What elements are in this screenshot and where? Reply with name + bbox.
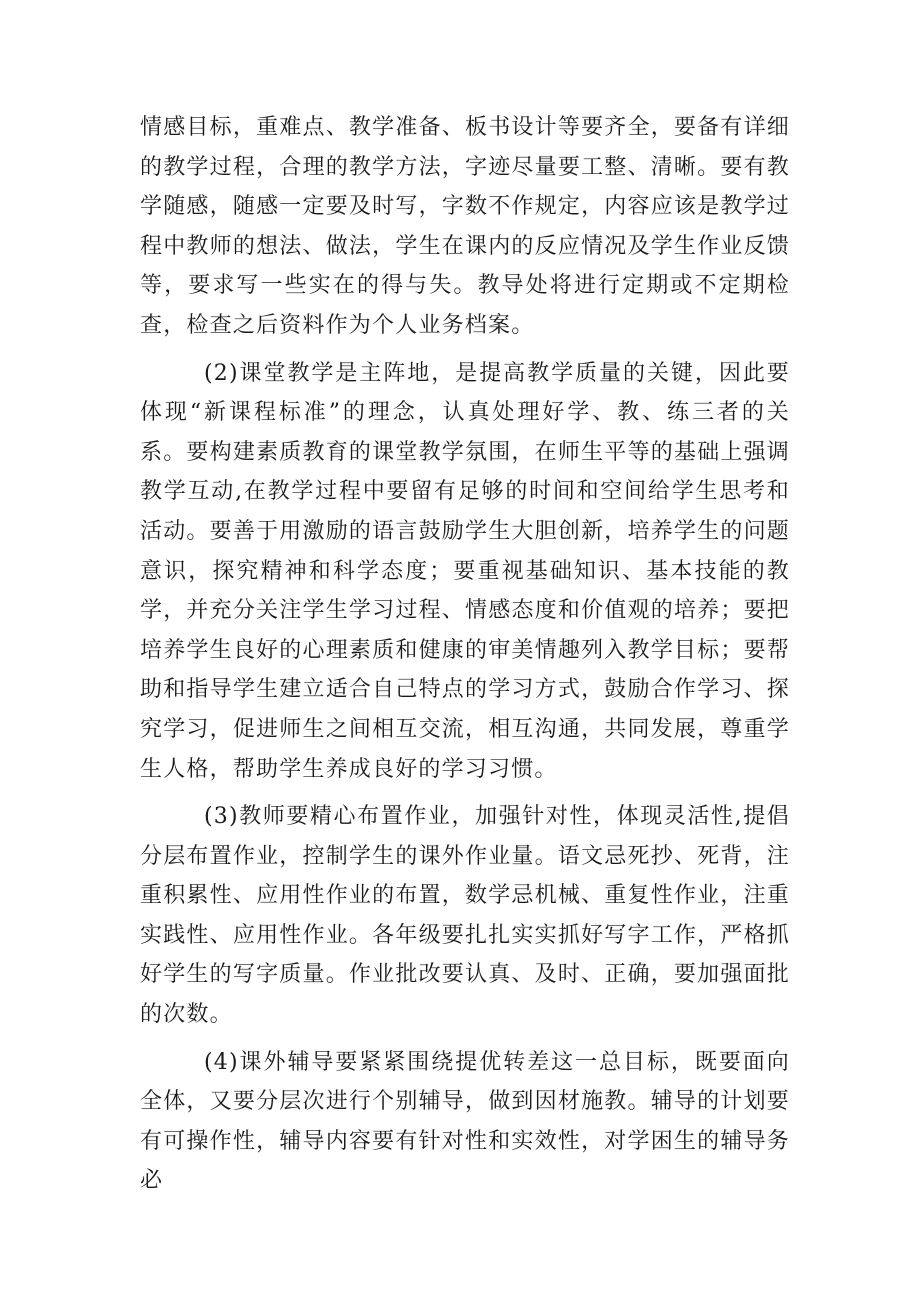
paragraph-homework: (3)教师要精心布置作业，加强针对性，体现灵活性,提倡分层布置作业，控制学生的课外作业量。语文忌死抄、死背，注重积累性、应用性作业的布置，数学忌机械、重复性作业，注重实践性、应用性作业。各年级要扎扎实实抓好写字工作，严格抓好学生的写字质量。作业批改要认真、及时、正确，要加强面批的次数。 (140, 804, 790, 1028)
document-body (140, 108, 790, 1209)
paragraph-classroom-teaching: (2)课堂教学是主阵地，是提高教学质量的关键，因此要体现“新课程标准”的理念，认真处理好学、教、练三者的关系。要构建素质教育的课堂教学氛围，在师生平等的基础上强调教学互动,在教学过程中要留有足够的时间和空间给学生思考和活动。要善于用激励的语言鼓励学生大胆创新，培养学生的问题意识，探究精神和科学态度；要重视基础知识、基本技能的教学，并充分关注学生学习过程、情感态度和价值观的培养；要把培养学生良好的心理素质和健康的审美情趣列入教学目标；要帮助和指导学生建立适合自己特点的学习方式，鼓励合作学习、探究学习，促进师生之间相互交流，相互沟通，共同发展，尊重学生人格，帮助学生养成良好的学习习惯。 (140, 360, 790, 782)
paragraph-extracurricular-tutoring: (4)课外辅导要紧紧围绕提优转差这一总目标，既要面向全体，又要分层次进行个别辅导，做到因材施教。辅导的计划要有可操作性，辅导内容要有针对性和实效性，对学困生的辅导务必 (140, 1049, 790, 1194)
paragraph-lesson-plan-requirements: 情感目标，重难点、教学准备、板书设计等要齐全，要备有详细的教学过程，合理的教学方法，字迹尽量要工整、清晰。要有教学随感，随感一定要及时写，字数不作规定，内容应该是教学过程中教师的想法、做法，学生在课内的反应情况及学生作业反馈等，要求写一些实在的得与失。教导处将进行定期或不定期检查，检查之后资料作为个人业务档案。 (140, 115, 790, 338)
